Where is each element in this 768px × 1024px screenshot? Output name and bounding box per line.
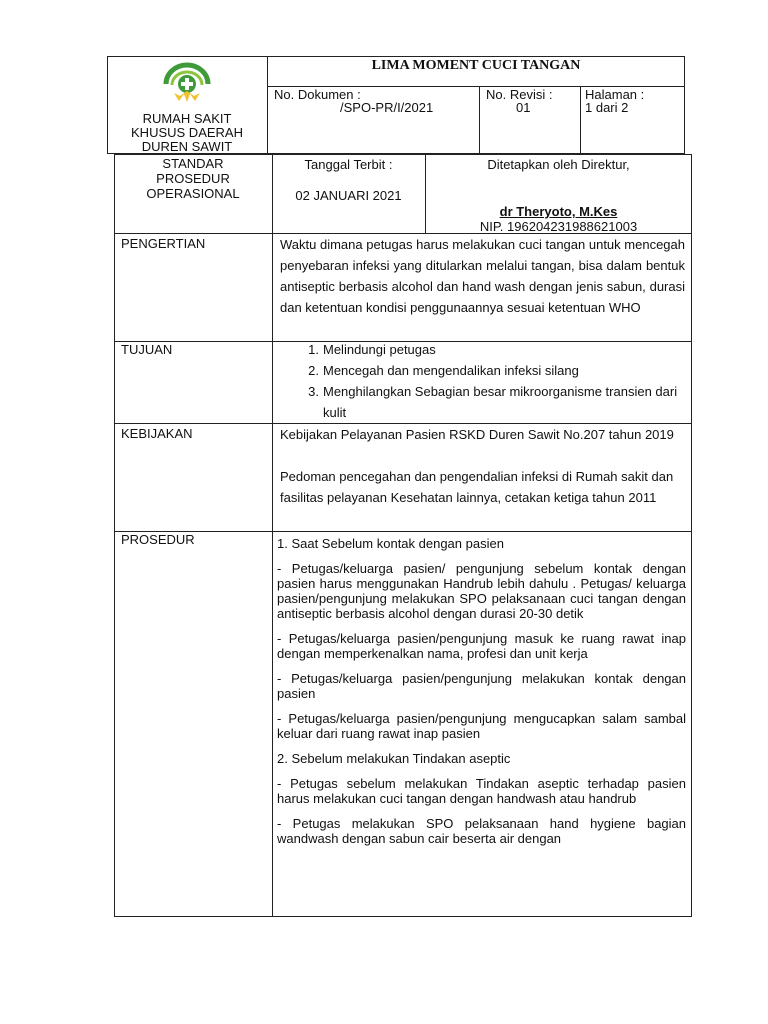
halaman-label: Halaman : — [585, 87, 645, 102]
no-revisi-value: 01 — [516, 100, 531, 115]
header-divider-halaman — [580, 86, 581, 154]
prosedur-paragraph: - Petugas sebelum melakukan Tindakan aseptic terhadap pasien harus melakukan cuci tangan dengan handwash atau handrub — [277, 776, 686, 806]
no-dokumen-value: /SPO-PR/I/2021 — [340, 100, 434, 115]
no-revisi-label: No. Revisi : — [486, 87, 553, 102]
prosedur-paragraph: - Petugas/keluarga pasien/pengunjung melakukan kontak dengan pasien — [277, 671, 686, 701]
header-divider-revisi — [479, 86, 480, 154]
tujuan-label: TUJUAN — [121, 342, 173, 357]
prosedur-body — [277, 536, 686, 916]
prosedur-step-heading: 1. Saat Sebelum kontak dengan pasien — [277, 536, 504, 551]
pengertian-text: Waktu dimana petugas harus melakukan cuci tangan untuk mencegah penyebaran infeksi yang ditularkan melalui tangan, bisa dalam bentuk antiseptic berbasis alcohol dan hand wash dengan jenis sabun, durasi dan ketentuan kondisi penggunaannya sesuai ketentuan WHO — [280, 237, 685, 315]
tujuan-item-number: 1. — [308, 342, 319, 357]
hospital-name-line-2: KHUSUS DAERAH — [131, 125, 243, 140]
ditetapkan-label: Ditetapkan oleh Direktur, — [487, 157, 630, 172]
prosedur-step-heading: 2. Sebelum melakukan Tindakan aseptic — [277, 751, 511, 766]
document-title: LIMA MOMENT CUCI TANGAN — [371, 58, 581, 73]
spo-standar-line-1: STANDAR — [162, 156, 224, 171]
tujuan-item-number: 3. — [308, 384, 319, 399]
hospital-name-line-3: DUREN SAWIT — [141, 139, 233, 154]
spo-standar-line-2: PROSEDUR — [156, 171, 230, 186]
tujuan-item — [297, 381, 683, 423]
tujuan-item — [297, 360, 692, 381]
tujuan-item-text: Menghilangkan Sebagian besar mikroorganisme transien dari kulit — [323, 384, 678, 420]
director-name: dr Theryoto, M.Kes — [499, 204, 618, 219]
director-nip: NIP. 196204231988621003 — [479, 219, 638, 234]
prosedur-paragraph: - Petugas/keluarga pasien/pengunjung masuk ke ruang rawat inap dengan memperkenalkan nama, profesi dan unit kerja — [277, 631, 686, 661]
kebijakan-text-2: Pedoman pencegahan dan pengendalian infeksi di Rumah sakit dan fasilitas pelayanan Kesehatan lainnya, cetakan ketiga tahun 2011 — [280, 469, 674, 505]
tujuan-item-text: Mencegah dan mengendalikan infeksi silang — [323, 363, 579, 378]
tujuan-item — [297, 339, 692, 360]
prosedur-paragraph: - Petugas melakukan SPO pelaksanaan hand hygiene bagian wandwash dengan sabun cair beserta air dengan — [277, 816, 686, 846]
hospital-logo-icon — [160, 60, 214, 104]
no-dokumen-label: No. Dokumen : — [274, 87, 361, 102]
tujuan-item-text: Melindungi petugas — [323, 342, 436, 357]
label-column-divider — [272, 154, 273, 917]
prosedur-label: PROSEDUR — [121, 532, 195, 547]
prosedur-paragraph: - Petugas/keluarga pasien/ pengunjung sebelum kontak dengan pasien harus menggunakan Handrub lebih dahulu . Petugas/ keluarga pasien/pengunjung melakukan SPO pelaksanaan cuci tangan dengan antiseptic berbasis alcohol dengan durasi 20-30 detik — [277, 561, 686, 621]
spo-standar-label — [114, 156, 272, 201]
tanggal-terbit-label: Tanggal Terbit : — [304, 157, 393, 172]
kebijakan-text-1: Kebijakan Pelayanan Pasien RSKD Duren Sawit No.207 tahun 2019 — [280, 427, 674, 442]
tanggal-terbit-value: 02 JANUARI 2021 — [295, 188, 402, 203]
tujuan-list — [297, 339, 692, 423]
tujuan-item-number: 2. — [308, 363, 319, 378]
spo-standar-line-3: OPERASIONAL — [146, 186, 240, 201]
kebijakan-label: KEBIJAKAN — [121, 426, 193, 441]
hospital-name-line-1: RUMAH SAKIT — [142, 111, 232, 126]
prosedur-paragraph: - Petugas/keluarga pasien/pengunjung mengucapkan salam sambal keluar dari ruang rawat inap pasien — [277, 711, 686, 741]
hospital-name — [107, 112, 267, 154]
hospital-logo — [160, 60, 214, 104]
row-separator-prosedur — [114, 531, 692, 532]
halaman-value: 1 dari 2 — [585, 100, 629, 115]
pengertian-label: PENGERTIAN — [121, 236, 206, 251]
